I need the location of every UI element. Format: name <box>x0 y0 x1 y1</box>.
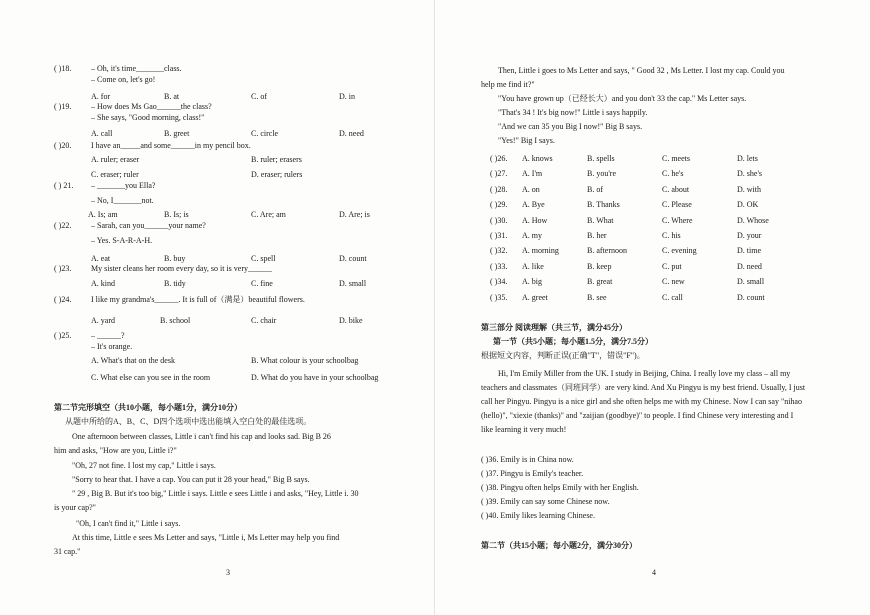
q21-option-c: C. Are; am <box>251 210 286 219</box>
q22-stem2: – Yes. S-A-R-A-H. <box>91 236 153 245</box>
reading-line-5: like learning it very much! <box>481 425 567 434</box>
cloze-option: D. with <box>737 184 761 194</box>
cloze-option: B. you're <box>587 169 616 179</box>
cloze-row-number: ( )35. <box>490 292 508 302</box>
q24-option-b: B. school <box>160 316 191 325</box>
cloze-option: A. big <box>522 277 542 287</box>
q21-number: ( ) 21. <box>54 181 74 190</box>
cloze-option: C. about <box>662 184 690 194</box>
cloze-row-number: ( )31. <box>490 231 508 240</box>
q19-stem2: – She says, "Good morning, class!" <box>91 113 205 122</box>
tf-item-36: ( )36. Emily is in China now. <box>481 455 574 464</box>
q25-stem: – ______? <box>91 331 125 340</box>
tf-item-37: ( )37. Pingyu is Emily's teacher. <box>481 469 584 478</box>
cloze-option: C. meets <box>662 154 690 163</box>
q19-stem: – How does Ms Gao______the class? <box>91 102 212 111</box>
q25-option-d: D. What do you have in your schoolbag <box>251 373 379 382</box>
q24-option-d: D. bike <box>339 316 363 325</box>
section2-title: 第二节完形填空（共10小题，每小题1分，满分10分） <box>54 403 242 412</box>
cloze-option: D. OK <box>737 200 759 210</box>
q25-option-c: C. What else can you see in the room <box>91 373 211 382</box>
q22-option-b: B. buy <box>164 254 186 263</box>
q18-stem: – Oh, it's time_______class. <box>91 64 182 73</box>
cloze-row-number: ( )28. <box>490 184 508 194</box>
q19-number: ( )19. <box>54 102 72 111</box>
cloze-option: B. great <box>587 277 613 287</box>
cloze-option: C. call <box>662 292 683 302</box>
cloze-option: A. How <box>522 215 548 225</box>
q24-stem: I like my grandma's______. It is full of（满是）beautiful flowers. <box>91 295 305 304</box>
cloze-option: D. count <box>737 292 765 302</box>
q23-option-b: B. tidy <box>164 279 186 288</box>
cloze-option: B. see <box>587 292 607 302</box>
q19-option-c: C. circle <box>251 129 279 138</box>
cloze-option: D. she's <box>737 169 762 179</box>
cloze-option: C. Please <box>662 200 692 210</box>
cloze-option: A. Bye <box>522 200 545 210</box>
cloze-row-number: ( )29. <box>490 200 508 210</box>
cloze-option: C. new <box>662 277 685 287</box>
cloze-row-number: ( )27. <box>490 169 508 179</box>
tf-item-38: ( )38. Pingyu often helps Emily with her English. <box>481 483 639 492</box>
q18-option-a: A. for <box>91 92 111 101</box>
cloze-option: D. Whose <box>737 215 769 225</box>
cloze-row-number: ( )32. <box>490 246 508 256</box>
q22-option-c: C. spell <box>251 254 276 263</box>
cloze-option: B. What <box>587 215 614 225</box>
passage-line-6: is your cap?" <box>54 503 96 512</box>
cloze-option: C. he's <box>662 169 684 179</box>
cloze-option: C. his <box>662 231 681 240</box>
cloze-option: A. I'm <box>522 169 543 179</box>
q24-number: ( )24. <box>54 295 72 304</box>
q25-number: ( )25. <box>54 331 72 340</box>
q22-stem: – Sarah, can you______your name? <box>91 221 206 230</box>
q21-option-a: A. Is; am <box>88 210 118 219</box>
part3-title: 第三部分 阅读理解（共三节，满分45分） <box>481 323 627 332</box>
cloze-option: A. knows <box>522 154 553 163</box>
page-gutter <box>434 0 435 615</box>
passage-line-4: "Sorry to hear that. I have a cap. You can put it 28 your head," Big B says. <box>72 475 310 484</box>
passage-cont-line-1: Then, Little i goes to Ms Letter and says, " Good 32 , Ms Letter. I lost my cap. Could you <box>498 66 785 75</box>
passage-line-5: " 29 , Big B. But it's too big," Little i says. Little e sees Little i and asks, "Hey, Little i. 30 <box>72 489 359 498</box>
passage-line-1: One afternoon between classes, Little i can't find his cap and looks sad. Big B 26 <box>72 432 331 441</box>
q25-stem2: – It's orange. <box>91 342 133 351</box>
q20-option-b: B. ruler; erasers <box>251 155 302 164</box>
passage-cont-line-2: help me find it?" <box>481 80 535 89</box>
passage-line-8: At this time, Little e sees Ms Letter and says, "Little i, Ms Letter may help you find <box>72 533 340 542</box>
q18-number: ( )18. <box>54 64 72 73</box>
q22-option-a: A. eat <box>91 254 111 263</box>
passage-cont-line-3: "You have grown up（已经长大）and you don't 33 the cap." Ms Letter says. <box>498 94 747 103</box>
passage-cont-line-5: "And we can 35 you Big I now!" Big B says. <box>498 122 643 131</box>
cloze-option: C. evening <box>662 246 697 256</box>
cloze-option: C. Where <box>662 215 693 225</box>
q20-stem: I have an_____and some______in my pencil box. <box>91 141 251 150</box>
q18-stem2: – Come on, let's go! <box>91 75 156 84</box>
cloze-option: B. afternoon <box>587 246 627 256</box>
q22-number: ( )22. <box>54 221 72 230</box>
cloze-row-number: ( )34. <box>490 277 508 287</box>
q23-option-d: D. small <box>339 279 367 288</box>
q20-option-a: A. ruler; eraser <box>91 155 140 164</box>
passage-line-7: "Oh, I can't find it," Little i says. <box>76 519 181 528</box>
q18-option-b: B. at <box>164 92 180 101</box>
cloze-row-number: ( )33. <box>490 261 508 271</box>
q19-option-d: D. need <box>339 129 364 138</box>
q22-option-d: D. count <box>339 254 367 263</box>
q25-option-a: A. What's that on the desk <box>91 356 175 365</box>
q21-option-b: B. Is; is <box>164 210 189 219</box>
reading-line-3: call her Pingyu. Pingyu is a nice girl and she often helps me with my Chinese. Now I can say "nihao <box>481 397 802 406</box>
cloze-row-number: ( )26. <box>490 154 508 163</box>
reading-line-2: teachers and classmates（同班同学）are very kind. And Xu Pingyu is my best friend. Usually, I just <box>481 383 806 392</box>
page-number-right: 4 <box>652 568 656 577</box>
reading-line-4: (hello)", "xiexie (thanks)" and "zaijian (goodbye)" to people. I find Chinese very interesting and I <box>481 411 794 420</box>
q23-number: ( )23. <box>54 264 72 273</box>
q21-stem2: – No, I_______not. <box>91 196 154 205</box>
reading-section1-title: 第一节（共5小题；每小题1.5分，满分7.5分） <box>493 337 653 346</box>
cloze-option: D. time <box>737 246 761 256</box>
cloze-option: A. like <box>522 261 544 271</box>
q19-option-a: A. call <box>91 129 113 138</box>
q24-option-a: A. yard <box>91 316 115 325</box>
cloze-option: B. spells <box>587 154 615 163</box>
q18-option-d: D. in <box>339 92 355 101</box>
q21-option-d: D. Are; is <box>339 210 370 219</box>
passage-line-3: "Oh, 27 not fine. I lost my cap," Little i says. <box>72 461 216 470</box>
passage-line-9: 31 cap." <box>54 547 81 556</box>
q21-stem: – _______you Ella? <box>91 181 156 190</box>
q24-option-c: C. chair <box>251 316 277 325</box>
cloze-option: B. of <box>587 184 603 194</box>
q19-option-b: B. greet <box>164 129 190 138</box>
cloze-option: B. keep <box>587 261 612 271</box>
reading-section2-title: 第二节（共15小题；每小题2分，满分30分） <box>481 541 637 550</box>
q20-number: ( )20. <box>54 141 72 150</box>
cloze-option: D. need <box>737 261 762 271</box>
section2-instruction: 从题中所给的A、B、C、D四个选项中选出能填入空白处的最佳选项。 <box>65 417 312 426</box>
q23-option-c: C. fine <box>251 279 273 288</box>
q20-option-d: D. eraser; rulers <box>251 170 303 179</box>
cloze-option: B. her <box>587 231 607 240</box>
passage-line-2: him and asks, "How are you, Little i?" <box>54 446 177 455</box>
passage-cont-line-6: "Yes!" Big I says. <box>498 136 555 145</box>
q20-option-c: C. eraser; ruler <box>91 170 139 179</box>
page-number-left: 3 <box>226 568 230 577</box>
cloze-option: B. Thanks <box>587 200 620 210</box>
reading-section1-instruction: 根据短文内容，判断正误(正确"T"，错误"F")。 <box>481 351 645 360</box>
q25-option-b: B. What colour is your schoolbag <box>251 356 359 365</box>
cloze-option: D. small <box>737 277 765 287</box>
q23-stem: My sister cleans her room every day, so it is very______ <box>91 264 272 273</box>
q23-option-a: A. kind <box>91 279 115 288</box>
tf-item-40: ( )40. Emily likes learning Chinese. <box>481 511 595 520</box>
cloze-row-number: ( )30. <box>490 215 508 225</box>
q18-option-c: C. of <box>251 92 267 101</box>
tf-item-39: ( )39. Emily can say some Chinese now. <box>481 497 610 506</box>
cloze-option: A. on <box>522 184 540 194</box>
cloze-option: A. morning <box>522 246 559 256</box>
cloze-option: C. put <box>662 261 682 271</box>
cloze-option: D. your <box>737 231 762 240</box>
cloze-option: D. lets <box>737 154 758 163</box>
passage-cont-line-4: "That's 34 ! It's big now!" Little i says happily. <box>498 108 648 117</box>
cloze-option: A. greet <box>522 292 548 302</box>
reading-line-1: Hi, I'm Emily Miller from the UK. I study in Beijing, China. I really love my class – all my <box>498 369 791 378</box>
cloze-option: A. my <box>522 231 542 240</box>
